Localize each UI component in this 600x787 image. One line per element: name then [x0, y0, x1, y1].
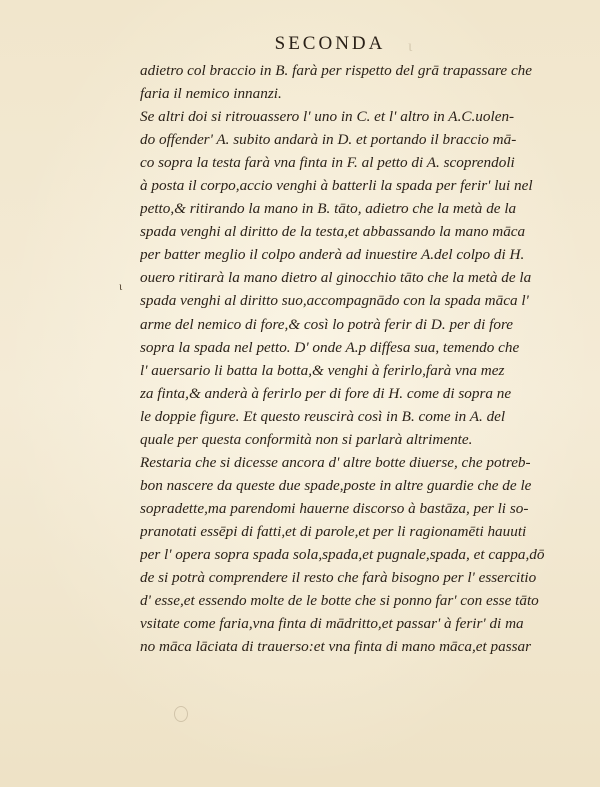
- text-line: bon nascere da queste due spade,poste in altre guardie che de le: [140, 476, 532, 494]
- margin-mark: ι: [119, 279, 123, 293]
- text-line: za finta,& anderà à ferirlo per di fore di H. come di sopra ne: [140, 384, 512, 402]
- show-through-circle: [174, 706, 188, 722]
- text-line: pranotati essēpi di fatti,et di parole,et per li ragionamēti hauuti: [140, 522, 527, 540]
- text-line: do offender' A. subito andarà in D. et portando il braccio mā-: [140, 131, 517, 149]
- text-line: Restaria che si dicesse ancora d' altre botte diuerse, che potreb-: [140, 453, 531, 471]
- text-line: Se altri doi si ritrouassero l' uno in C. et l' altro in A.C.uolen-: [140, 108, 515, 126]
- text-line: per l' opera sopra spada sola,spada,et pugnale,spada, et cappa,dō: [140, 545, 545, 563]
- text-line: vsitate come faria,vna finta di mādritto,et passar' à ferir' di ma: [140, 615, 524, 633]
- text-line: le doppie figure. Et questo reuscirà così in B. come in A. del: [140, 407, 506, 425]
- text-line: per batter meglio il colpo anderà ad inuestire A.del colpo di H.: [140, 246, 525, 264]
- text-line: ouero ritirarà la mano dietro al ginocchio tāto che la metà de la: [140, 269, 532, 287]
- text-line: no māca lāciata di trauerso:et vna finta di mano māca,et passar: [140, 638, 532, 656]
- text-line: spada venghi al diritto de la testa,et abbassando la mano māca: [140, 223, 526, 241]
- text-line: de si potrà comprendere il resto che farà bisogno per l' essercitio: [140, 569, 537, 587]
- text-line: à posta il corpo,accio venghi à batterli la spada per ferir' lui nel: [140, 177, 533, 195]
- text-line: spada venghi al diritto suo,accompagnādo con la spada māca l': [140, 292, 529, 310]
- body-text: [140, 59, 550, 658]
- text-line: adietro col braccio in B. farà per rispetto del grā trapassare che: [140, 62, 533, 79]
- text-line: arme del nemico di fore,& così lo potrà ferir di D. per di fore: [140, 315, 514, 333]
- text-line: petto,& ritirando la mano in B. tāto, adietro che la metà de la: [140, 200, 517, 218]
- text-line: faria il nemico innanzi.: [140, 85, 282, 103]
- text-line: co sopra la testa farà vna finta in F. al petto di A. scoprendoli: [140, 154, 515, 172]
- text-line: l' auersario li batta la botta,& venghi à ferirlo,farà vna mez: [140, 361, 505, 379]
- show-through-mark: ι: [408, 38, 413, 55]
- text-line: sopra la spada nel petto. D' onde A.p diffesa sua, temendo che: [140, 338, 520, 356]
- running-head: SECONDA: [274, 33, 386, 54]
- text-line: sopradette,ma parendomi hauerne discorso à bastāza, per li so-: [140, 499, 529, 517]
- text-line: d' esse,et essendo molte de le botte che si ponno far' con esse tāto: [140, 592, 539, 610]
- text-line: quale per questa conformità non si parlarà altrimente.: [140, 430, 473, 448]
